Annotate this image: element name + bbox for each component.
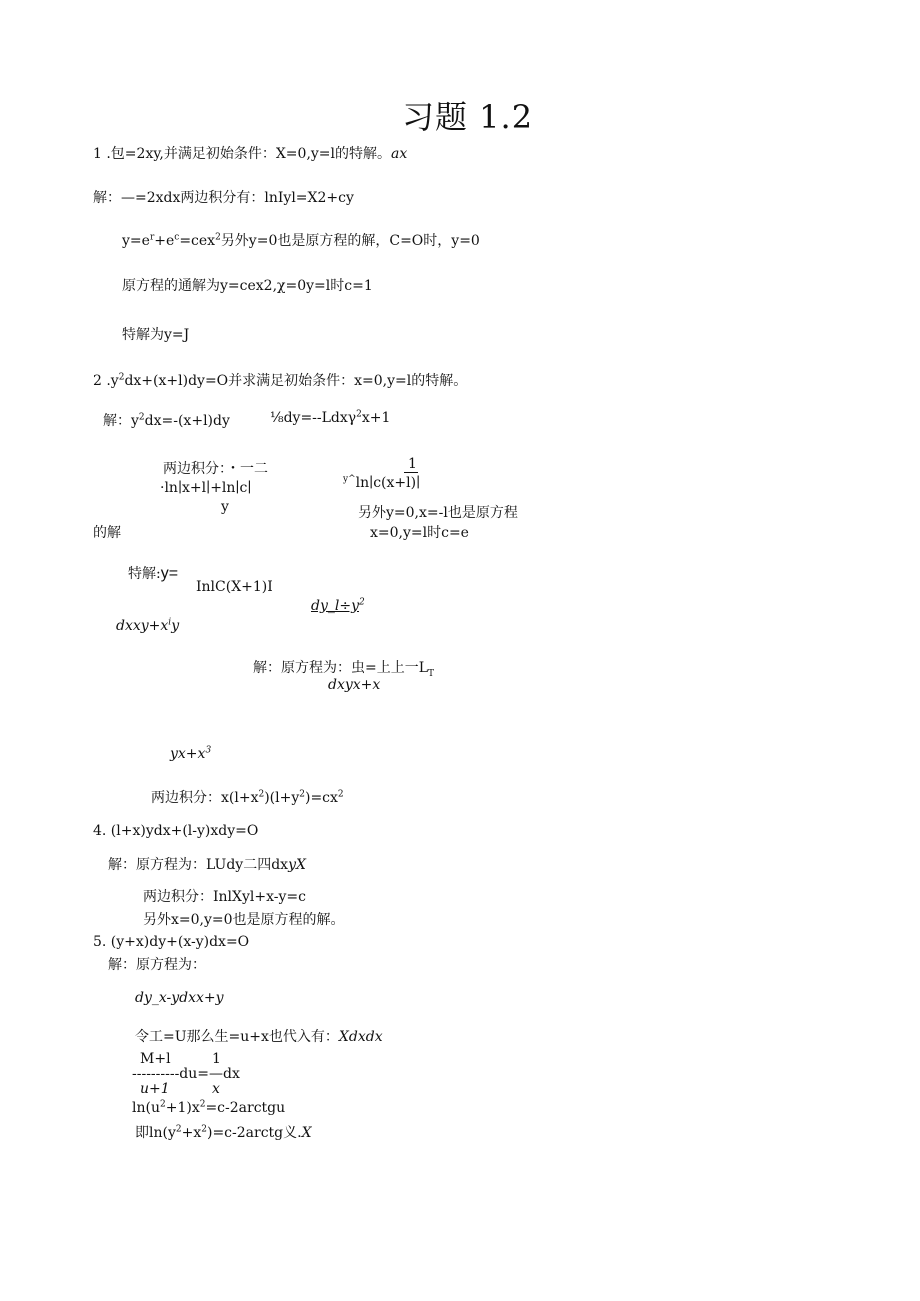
- s5h-pre: 即ln(y: [135, 1125, 176, 1141]
- s3d-mid: )(l+y: [264, 790, 300, 806]
- s2j-pre: 特解:: [128, 566, 161, 582]
- problem-4: 4. (l+x)ydx+(l-y)xdy=O: [93, 823, 259, 839]
- s2b-pre: ⅛dy=--Ldxγ: [270, 410, 357, 426]
- problem-1-text: 1 .包=2xy,并满足初始条件：X=0,y=l的特解。: [93, 146, 392, 162]
- s1b-sup2: c: [174, 232, 180, 243]
- solution-2-y: y: [221, 499, 229, 515]
- problem-2: [93, 372, 467, 390]
- p3b-pre: dxxy+x: [116, 618, 169, 634]
- p2-sup: 2: [118, 372, 125, 383]
- solution-3-line-4: [151, 789, 344, 807]
- p2-post: dx+(x+l)dy=O并求满足初始条件：x=0,y=l的特解。: [124, 373, 468, 389]
- solution-2-fraction-num: 1: [408, 456, 417, 472]
- p3b-post: y: [171, 618, 180, 634]
- solution-5-frac-num-left: M+l: [140, 1051, 171, 1067]
- s5g-sup2: 2: [199, 1099, 206, 1110]
- solution-2-denominator: InlC(X+1)I: [196, 579, 273, 595]
- s2e-text: ln∣c(x+l)∣: [355, 475, 421, 491]
- problem-3-denominator: [116, 617, 179, 635]
- solution-4-line-3: 另外x=0,y=0也是原方程的解。: [143, 912, 345, 928]
- s5h-it: X: [301, 1125, 312, 1141]
- s5g-post: =c-2arctgu: [205, 1100, 286, 1116]
- s3d-pre: 两边积分：x(l+x: [151, 790, 259, 806]
- solution-2-ln-sum: ·ln∣x+l∣+ln∣c∣: [160, 480, 252, 496]
- solution-1-line-4: 特解为y=J: [122, 327, 190, 343]
- s1b-sup1: r: [149, 232, 155, 243]
- solution-5-line-2: dy_x-ydxx+y: [135, 990, 224, 1006]
- solution-2-particular: [128, 565, 178, 583]
- p2-pre: 2 .y: [93, 373, 119, 389]
- solution-5-line-1: 解：原方程为：: [108, 957, 206, 973]
- s3d-sup2: 2: [299, 789, 305, 800]
- s5h-post: )=c-2arctg义.: [206, 1125, 302, 1141]
- s3c-pre: yx+x: [170, 746, 206, 762]
- page-title: 习题 1.2: [402, 98, 534, 136]
- solution-5-frac-den-left: u+1: [140, 1081, 170, 1097]
- solution-2-line-1: [103, 412, 230, 430]
- s2b-sup: 2: [356, 409, 362, 420]
- s2e-sup: y^: [343, 474, 356, 485]
- solution-5-frac-line: ----------du=—dx: [132, 1066, 240, 1082]
- solution-5-line-4: [132, 1099, 285, 1117]
- solution-1-line-2: [122, 232, 480, 250]
- s2a-post: dx=-(x+l)dy: [144, 413, 230, 429]
- problem-1: [93, 145, 407, 163]
- s2b-post: x+1: [361, 410, 391, 426]
- solution-5-frac-den-right: x: [212, 1081, 220, 1097]
- solution-2-of-equation: 的解: [93, 525, 121, 541]
- p3a-sup: 2: [359, 597, 365, 608]
- s1b-mid2: =cex: [179, 233, 216, 249]
- s5g-pre: ln(u: [132, 1100, 160, 1116]
- s3a-text: 解：原方程为：虫=上上一L: [253, 660, 429, 676]
- s5g-mid: +1)x: [165, 1100, 200, 1116]
- s5h-sup1: 2: [175, 1124, 182, 1135]
- s3a-sub: T: [428, 668, 435, 679]
- solution-5-line-5: [135, 1124, 312, 1142]
- solution-1-line-3: 原方程的通解为y=cex2,χ=0y=l时c=1: [122, 278, 373, 294]
- s5c-pre: 令工=U那么生=u+x也代入有：: [135, 1029, 339, 1045]
- problem-1-ax: ax: [391, 146, 408, 162]
- s5h-mid: +x: [181, 1125, 202, 1141]
- s5g-sup1: 2: [159, 1099, 166, 1110]
- s4a-pre: 解：原方程为：LUdy二四dx: [108, 857, 289, 873]
- s3d-sup3: 2: [337, 789, 344, 800]
- s5h-sup2: 2: [201, 1124, 207, 1135]
- s1b-sup3: 2: [215, 232, 221, 243]
- solution-5-frac-num-right: 1: [212, 1051, 221, 1067]
- problem-5: 5. (y+x)dy+(x-y)dx=O: [93, 934, 250, 950]
- s2a-sup: 2: [138, 412, 145, 423]
- solution-2-ln-c: [343, 474, 420, 492]
- p3a-pre: dy_l÷y: [311, 598, 359, 614]
- solution-3-line-2: dxyx+x: [328, 677, 381, 693]
- s5c-it: Xdxdx: [338, 1029, 383, 1045]
- solution-4-line-1: [108, 856, 306, 874]
- s2j-eq: y=: [160, 565, 179, 582]
- solution-5-line-3: [135, 1028, 383, 1046]
- s1b-mid1: +e: [154, 233, 175, 249]
- s1b-post: 另外y=0也是原方程的解，C=O时，y=0: [220, 233, 480, 249]
- s3d-sup1: 2: [258, 789, 265, 800]
- solution-2-condition: x=0,y=l时c=e: [370, 525, 469, 541]
- s3c-sup: 3: [205, 745, 212, 756]
- s4a-it: yX: [288, 857, 306, 873]
- s1b-pre: y=e: [122, 233, 150, 249]
- fraction-bar: [404, 472, 418, 473]
- p3b-sup: i: [168, 617, 172, 628]
- solution-2-line-1b: [270, 409, 390, 427]
- solution-2-integrate: 两边积分：・一二: [163, 461, 268, 477]
- solution-1-line-1: 解：—=2xdx两边积分有：lnIyl=X2+cy: [93, 190, 354, 206]
- solution-2-also: 另外y=0,x=-l也是原方程: [358, 505, 518, 521]
- problem-3-numerator: [311, 597, 365, 615]
- solution-3-line-3: [170, 745, 211, 763]
- solution-4-line-2: 两边积分：InlXyl+x-y=c: [143, 889, 306, 905]
- s3d-mid2: )=cx: [304, 790, 338, 806]
- s2a-pre: 解：y: [103, 413, 139, 429]
